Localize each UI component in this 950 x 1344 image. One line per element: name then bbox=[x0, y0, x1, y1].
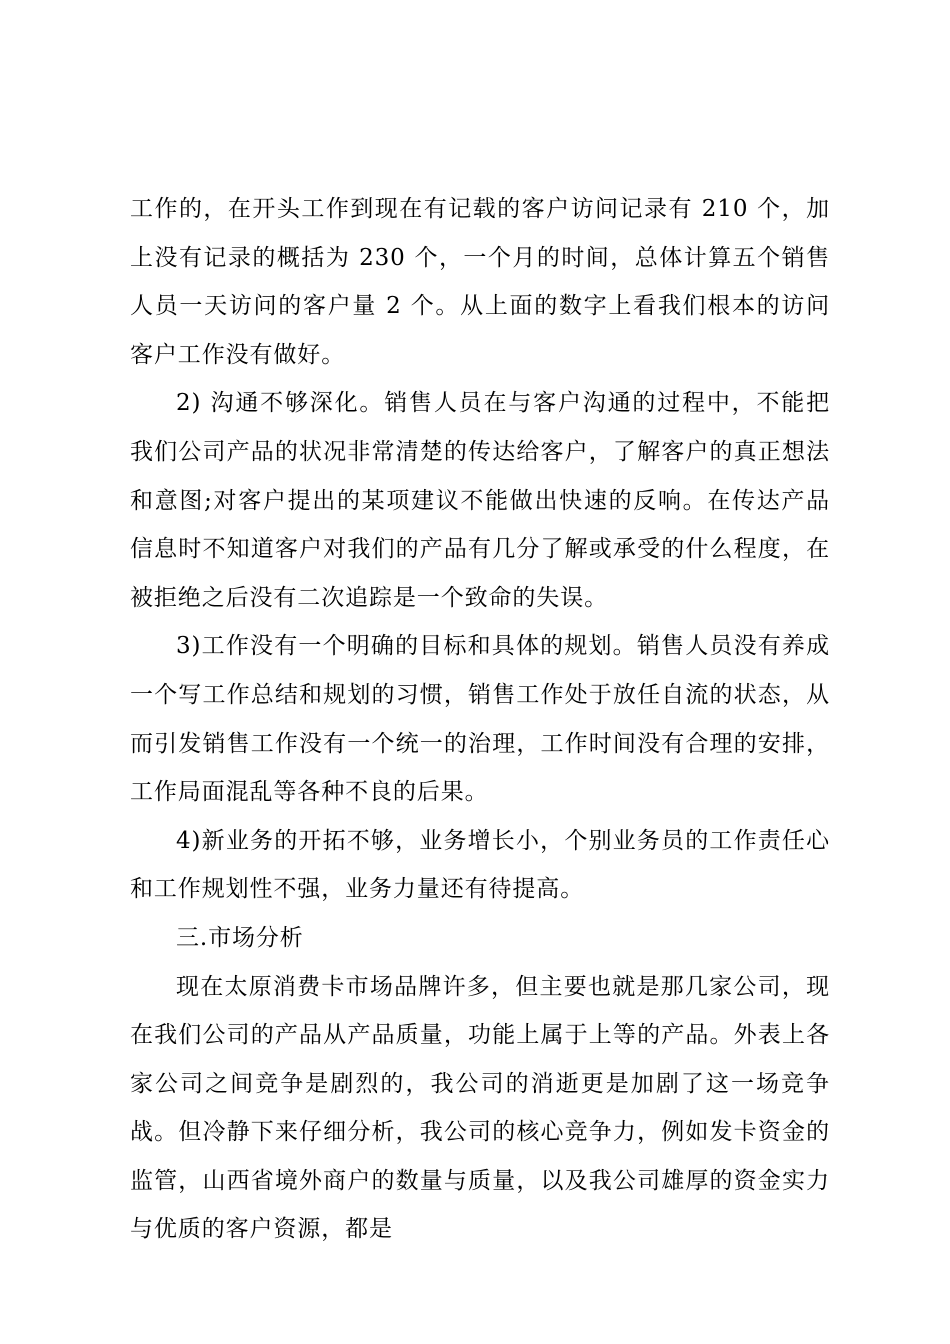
document-body bbox=[130, 185, 830, 1254]
section-heading-market-analysis: 三.市场分析 bbox=[176, 924, 304, 951]
paragraph-visit-records: 工作的，在开头工作到现在有记载的客户访问记录有 210 个，加上没有记录的概括为 230 个，一个月的时间，总体计算五个销售人员一天访问的客户量 2 个。从上面的数字上看我们根本的访问客户工作没有做好。 bbox=[130, 196, 830, 368]
paragraph-new-business: 4)新业务的开拓不够，业务增长小，个别业务员的工作责任心和工作规划性不强，业务力量还有待提高。 bbox=[130, 827, 830, 903]
paragraph-planning: 3)工作没有一个明确的目标和具体的规划。销售人员没有养成一个写工作总结和规划的习惯，销售工作处于放任自流的状态，从而引发销售工作没有一个统一的治理，工作时间没有合理的安排，工作局面混乱等各种不良的后果。 bbox=[130, 633, 830, 806]
paragraph-market-analysis: 现在太原消费卡市场品牌许多，但主要也就是那几家公司，现在我们公司的产品从产品质量，功能上属于上等的产品。外表上各家公司之间竞争是剧烈的，我公司的消逝更是加剧了这一场竞争战。但冷静下来仔细分析，我公司的核心竞争力，例如发卡资金的监管，山西省境外商户的数量与质量，以及我公司雄厚的资金实力与优质的客户资源，都是 bbox=[130, 973, 830, 1243]
paragraph-communication: 2) 沟通不够深化。销售人员在与客户沟通的过程中，不能把我们公司产品的状况非常清楚的传达给客户，了解客户的真正想法和意图;对客户提出的某项建议不能做出快速的反响。在传达产品信息时不知道客户对我们的产品有几分了解或承受的什么程度，在被拒绝之后没有二次追踪是一个致命的失误。 bbox=[130, 390, 830, 611]
